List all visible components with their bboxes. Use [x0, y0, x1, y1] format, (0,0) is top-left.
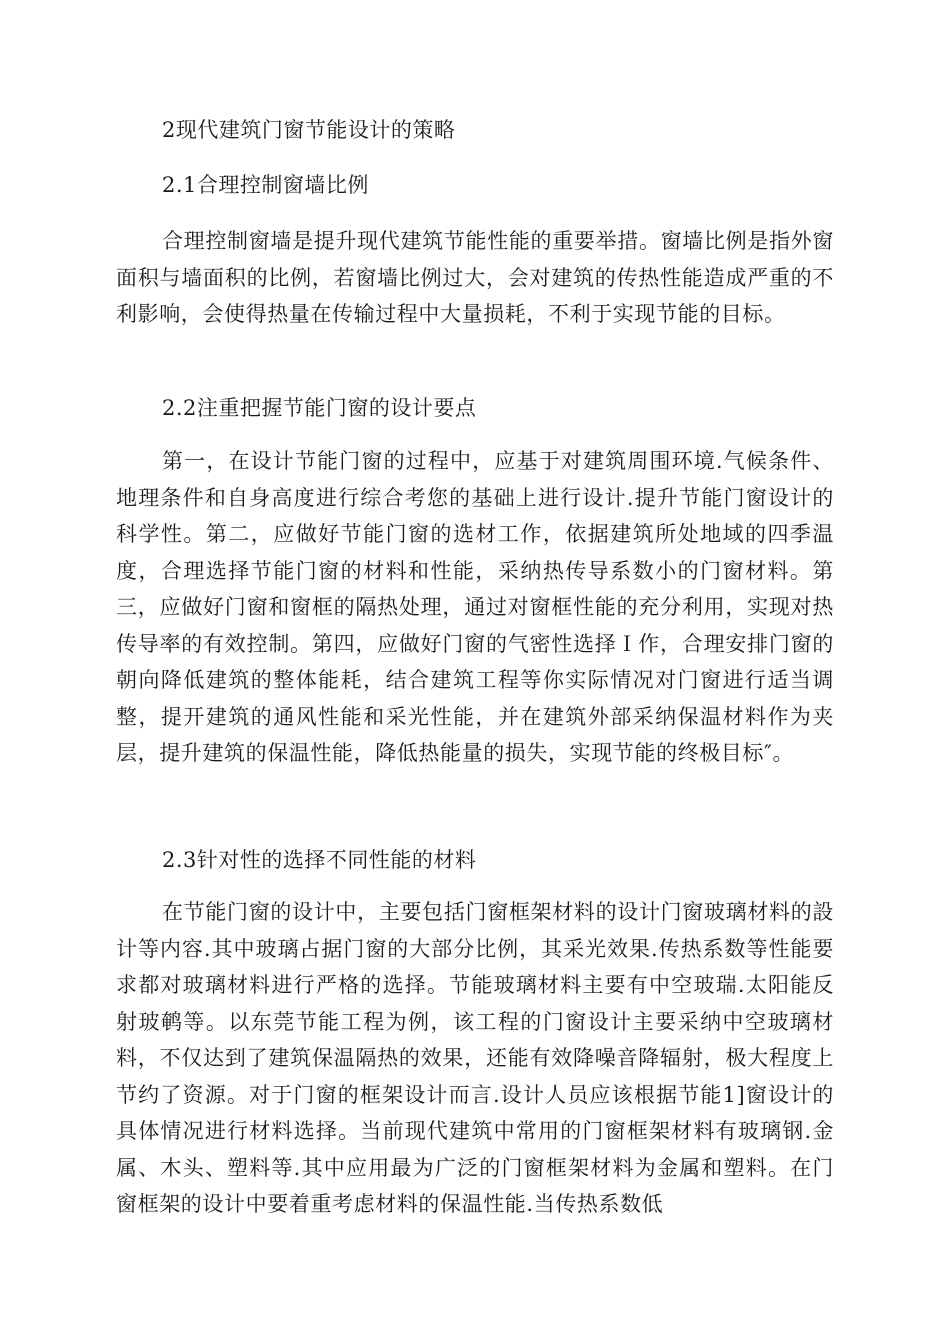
section-heading-2-1: 2.1合理控制窗墙比例 [162, 173, 369, 197]
section-heading-2: 2现代建筑门窗节能设计的策略 [162, 118, 456, 142]
section-heading-2-2: 2.2注重把握节能门窗的设计要点 [162, 396, 477, 420]
paragraph-2-3: 在节能门窗的设计中，主要包括门窗框架材料的设计门窗玻璃材料的設计等内容.其中玻璃占据门窗的大部分比例，其采光效果.传热系数等性能要求都对玻璃材料进行严格的选择。节能玻璃材料主要有中空玻瑞.太阳能反射玻鹌等。以东莞节能工程为例，该工程的门窗设计主要采纳中空玻璃材料，不仅达到了建筑保温隔热的效果，还能有效降噪音降辐射，极大程度上节约了资源。对于门窗的框架设计而言.设计人员应该根据节能1]窗设计的具体情况进行材料选择。当前现代建筑中常用的门窗框架材料有玻璃钢.金属、木头、塑料等.其中应用最为广泛的门窗框架材料为金属和塑料。在门窗框架的设计中要着重考虑材料的保温性能.当传热系数低 [116, 900, 834, 1216]
section-heading-2-3: 2.3针对性的选择不同性能的材料 [162, 848, 477, 872]
paragraph-2-2: 第一，在设计节能门窗的过程中，应基于对建筑周围环境.气候条件、地理条件和自身高度进行综合考您的基础上进行设计.提升节能门窗设计的科学性。第二，应做好节能门窗的选材工作，依据建筑所处地域的四季温度，合理选择节能门窗的材料和性能，采纳热传导系数小的门窗材料。第三，应做好门窗和窗框的隔热处理，通过对窗框性能的充分利用，实现对热传导率的有效控制。第四，应做好门窗的气密性选择Ｉ作，合理安排门窗的朝向降低建筑的整体能耗，结合建筑工程等你实际情况对门窗进行适当调整，提开建筑的通风性能和采光性能，并在建筑外部采纳保温材料作为夹层，提升建筑的保温性能，降低热能量的损失，实现节能的终极目标″。 [116, 449, 834, 765]
paragraph-2-1: 合理控制窗墙是提升现代建筑节能性能的重要举措。窗墙比例是指外窗面积与墙面积的比例，若窗墙比例过大，会对建筑的传热性能造成严重的不利影响，会使得热量在传输过程中大量损耗，不利于实现节能的目标。 [116, 229, 834, 326]
